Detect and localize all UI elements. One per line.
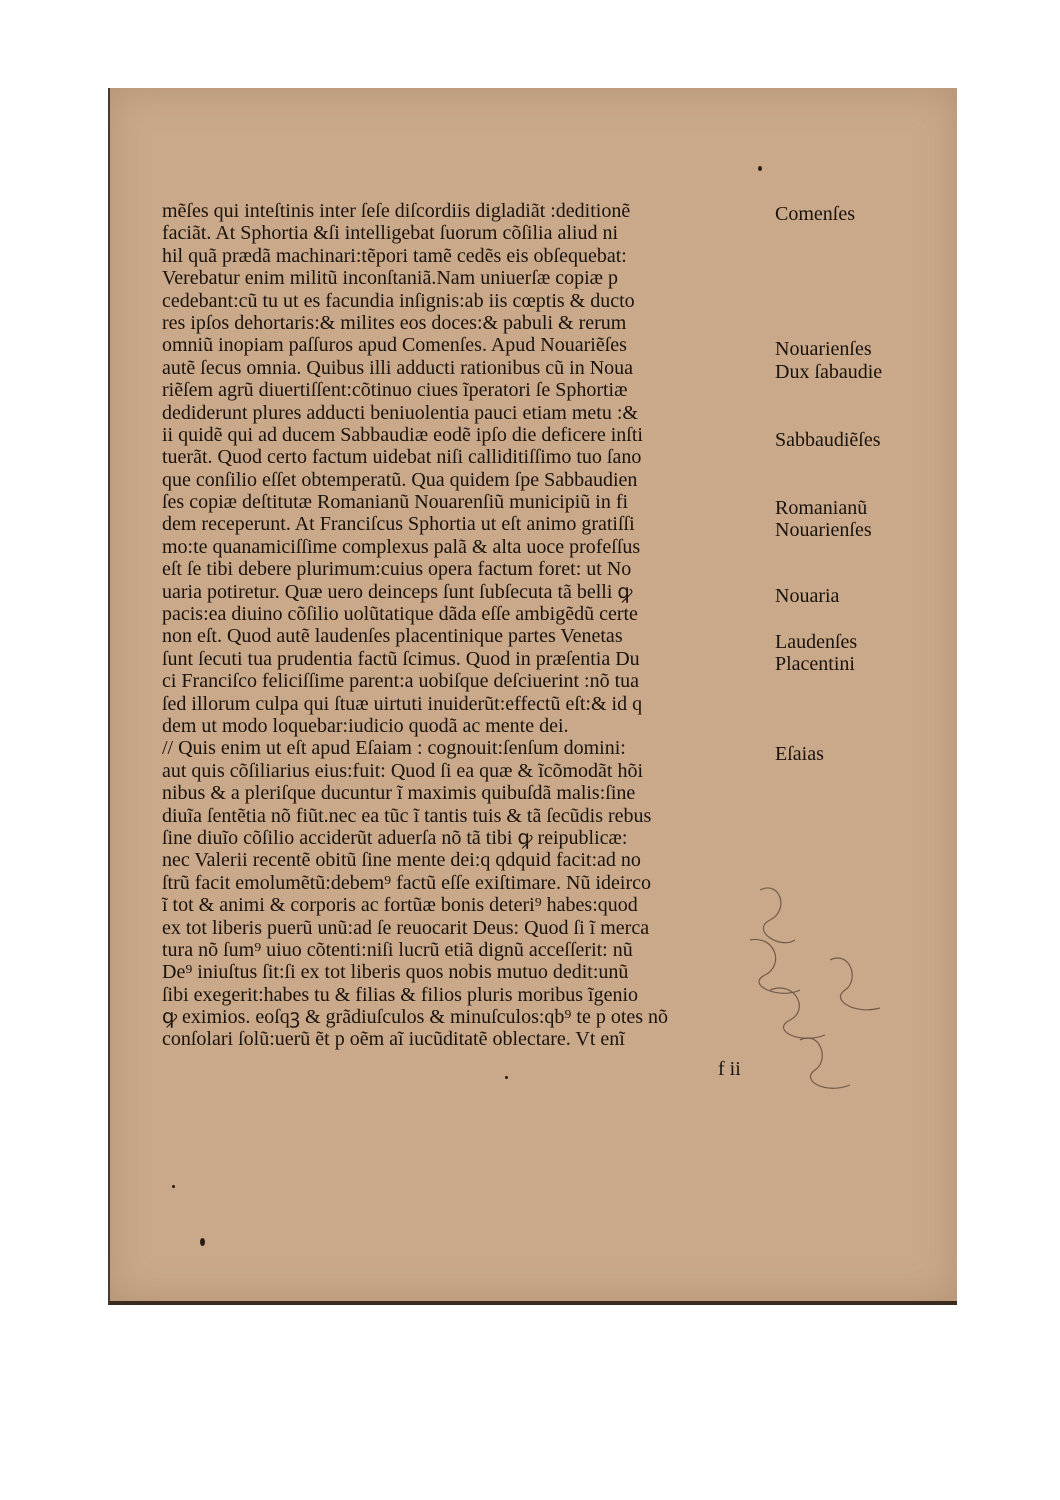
text-line: riẽſem agrũ diuertiſſent:cõtinuo ciues ĩperatori ſe Sphortiæ [162,379,628,402]
margin-note: Nouarienſes [775,338,872,360]
margin-note: Sabbaudiẽſes [775,429,881,451]
text-line: ĩ tot & animi & corporis ac fortũæ bonis deteri⁹ habes:quod [162,894,638,917]
text-line: dem ut modo loquebar:iudicio quodã ac mente dei. [162,714,569,737]
text-line: non eſt. Quod autẽ laudenſes placentinique partes Venetas [162,625,623,648]
ink-speck [758,166,762,171]
folio-signature: f ii [718,1058,741,1080]
text-line: aut quis cõſiliarius eius:fuit: Quod ſi ea quæ & ĩcõmodãt hõi [162,759,644,782]
margin-note: Nouarienſes [775,519,872,541]
text-line: ex tot liberis puerũ unũ:ad ſe reuocarit Deus: Quod ſi ĩ merca [162,916,650,939]
text-line: ſibi exegerit:habes tu & filias & filios pluris moribus ĩgenio [162,983,639,1006]
text-line: ꝙ eximios. eoſqꝫ & grãdiuſculos & minuſculos:qb⁹ te p otes nõ [162,1006,669,1029]
text-line: nec Valerii recentẽ obitũ ſine mente dei:q qdquid facit:ad no [162,849,641,872]
main-text-block [162,200,762,1051]
text-line: dediderunt plures adducti beniuolentia pauci etiam metu :& [162,401,638,424]
text-line: dem receperunt. At Franciſcus Sphortia ut eſt animo gratiſſi [162,513,635,536]
text-line: autẽ ſecus omnia. Quibus illi adducti rationibus cũ in Noua [162,356,634,379]
text-line: ſtrũ facit emolumẽtũ:debem⁹ factũ eſſe exiſtimare. Nũ ideirco [162,871,652,894]
text-line: omniũ inopiam paſſuros apud Comenſes. Apud Nouariẽſes [162,334,627,357]
text-line: ci Franciſco feliciſſime parent:a uobiſque deſciuerint :nõ tua [162,670,640,693]
text-line: ſed illorum culpa qui ſtuæ uirtuti inuiderũt:effectũ eſt:& id q [162,692,643,715]
marginal-scribble [740,880,900,1110]
ink-speck [172,1185,175,1188]
text-line: hil quã prædã machinari:tẽpori tamẽ cedẽs eis obſequebat: [162,244,627,267]
text-line: tuerãt. Quod certo factum uidebat niſi calliditiſſimo tuo ſano [162,446,642,469]
margin-note: Placentini [775,653,855,675]
margin-note: Eſaias [775,743,824,765]
margin-note: Romanianũ [775,497,868,519]
text-line: pacis:ea diuino cõſilio uolũtatique dãda eſſe ambigẽdũ certe [162,603,638,626]
text-line: eſt ſe tibi debere plurimum:cuius opera factum foret: ut No [162,558,632,581]
text-line: res ipſos dehortaris:& milites eos doces:& pabuli & rerum [162,311,627,334]
text-line: diuĩa ſentẽtia nõ fiũt.nec ea tũc ĩ tantis tuis & tã ſecũdis rebus [162,804,652,827]
text-line: ſine diuĩo cõſilio acciderũt aduerſa nõ tã tibi ꝙ reipublicæ: [162,826,628,849]
text-line: Verebatur enim militũ inconſtaniã.Nam uniuerſæ copiæ p [162,267,619,290]
text-line: mo:te quanamiciſſime complexus palã & alta uoce profeſſus [162,535,641,558]
text-line: ſes copiæ deſtitutæ Romanianũ Nouarenſiũ municipiũ in fi [162,491,629,514]
margin-note: Laudenſes [775,631,858,653]
ink-speck [200,1238,205,1246]
text-line: nibus & a pleriſque ducuntur ĩ maximis quibuſdã malis:ſine [162,782,636,805]
text-line: faciãt. At Sphortia &ſi intelligebat ſuorum cõſilia aliud ni [162,222,619,245]
text-line: uaria potiretur. Quæ uero deinceps ſunt ſubſecuta tã belli ꝙ [162,580,633,603]
text-line: que conſilio eſſet obtemperatũ. Qua quidem ſpe Sabbaudien [162,468,638,491]
text-line: conſolari ſolũ:uerũ ẽt p oẽm aĩ iucũditatẽ oblectare. Vt enĩ [162,1028,625,1051]
ink-speck [505,1076,508,1079]
text-line: // Quis enim ut eſt apud Eſaiam : cognouit:ſenſum domini: [162,737,626,760]
text-line: ii quidẽ qui ad ducem Sabbaudiæ eodẽ ipſo die deficere inſti [162,423,643,446]
text-line: mẽſes qui inteſtinis inter ſeſe diſcordiis digladiãt :deditionẽ [162,200,631,222]
margin-note: Dux ſabaudie [775,361,883,383]
text-line: cedebant:cũ tu ut es facundia inſignis:ab iis cœptis & ducto [162,289,635,312]
margin-note: Nouaria [775,585,840,607]
text-line: De⁹ iniuſtus ſit:ſi ex tot liberis quos nobis mutuo dedit:unũ [162,961,629,984]
text-line: tura nõ ſum⁹ uiuo cõtenti:niſi lucrũ etiã dignũ acceſſerit: nũ [162,938,633,961]
text-line: ſunt ſecuti tua prudentia factũ ſcimus. Quod in præſentia Du [162,647,640,670]
margin-note: Comenſes [775,203,855,225]
